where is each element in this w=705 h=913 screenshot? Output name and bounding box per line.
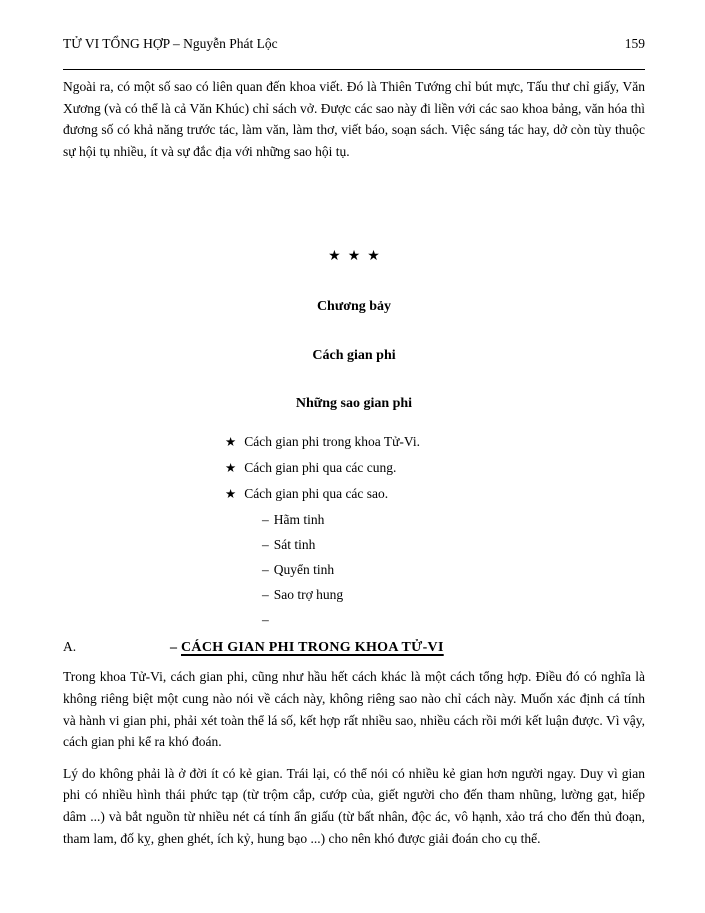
dash-bullet-icon: – <box>262 612 269 628</box>
list-item <box>225 460 645 476</box>
list-item <box>262 512 645 527</box>
dash-sublist <box>262 512 645 627</box>
stars-divider-icon: ★★★ <box>328 249 387 265</box>
star-bullet-icon: ★ <box>225 461 237 476</box>
list-item-label: Sao trợ hung <box>273 587 344 603</box>
header-rule <box>63 69 645 70</box>
section-label: A. <box>63 639 77 655</box>
list-item <box>225 486 645 502</box>
body-paragraph: Lý do không phải là ở đời ít có kẻ gian. Trái lại, có thể nói có nhiều kẻ gian hơn người ngay. Duy vì gian phi có nhiều hình thái phức tạp (từ trộm cắp, cướp của, giết người cho đến tham nhũng, lường gạt, hiếp dâm ...) và bắt nguồn từ nhiều nét cá tính ẩn giấu (từ bất nhân, độc ác, vô hạnh, xảo trá cho đến thủ đoạn, tham lam, đố kỵ, ghen ghét, ích kỷ, hung bạo ...) cho nên khó được giải đoán cho cụ thể. <box>63 765 645 846</box>
star-bullet-icon: ★ <box>225 435 237 450</box>
dash-bullet-icon: – <box>262 512 269 528</box>
list-item-label: Hãm tinh <box>273 512 325 528</box>
running-header <box>63 36 645 52</box>
list-item <box>262 587 645 602</box>
list-item-label: Quyển tinh <box>273 562 335 578</box>
heading-dash: – <box>170 640 177 656</box>
dash-bullet-icon: – <box>262 537 269 553</box>
book-title: TỬ VI TỔNG HỢP – Nguyễn Phát Lộc <box>63 36 278 51</box>
star-bullet-list <box>225 434 645 502</box>
list-item <box>262 537 645 552</box>
section-subtitle: Những sao gian phi <box>295 396 413 412</box>
page-number: 159 <box>624 36 645 51</box>
chapter-heading: Chương bảy <box>316 299 392 315</box>
list-item <box>262 612 645 627</box>
list-item-label: Sát tinh <box>273 537 316 553</box>
list-item-label: Cách gian phi qua các sao. <box>244 486 389 502</box>
dash-bullet-icon: – <box>262 562 269 578</box>
intro-paragraph: Ngoài ra, có một số sao có liên quan đến khoa viết. Đó là Thiên Tướng chỉ bút mực, Tấu thư chỉ giấy, Văn Xương (và có thể là cả Văn Khúc) chỉ sách vở. Được các sao này đi liền với các sao khoa bảng, văn hóa thì đương số có khả năng trước tác, làm văn, làm thơ, viết báo, soạn sách. Việc sáng tác hay, dở còn tùy thuộc sự hội tụ nhiều, ít và sự đắc địa với những sao hội tụ. <box>63 79 645 159</box>
body-paragraph: Trong khoa Tử-Vi, cách gian phi, cũng như hầu hết cách khác là một cách tổng hợp. Điều đó có nghĩa là không riêng biệt một cung nào nói về cách này, không riêng sao nào chỉ cách này. Muốn xác định cá tính và hành vi gian phi, phải xét toàn thể lá số, kết hợp rất nhiều sao, nhiều cách rồi mới kết luận được. Vì vậy, cách gian phi kể ra khó đoán. <box>63 669 645 750</box>
chapter-title: Cách gian phi <box>312 348 396 364</box>
dash-bullet-icon: – <box>262 587 269 603</box>
list-item-label: Cách gian phi trong khoa Tử-Vi. <box>244 434 420 450</box>
section-a-heading: CÁCH GIAN PHI TRONG KHOA TỬ-VI <box>181 640 444 656</box>
list-item-label: Cách gian phi qua các cung. <box>244 460 397 476</box>
section-a-heading-row <box>63 639 645 656</box>
list-item <box>225 434 645 450</box>
list-item <box>262 562 645 577</box>
star-bullet-icon: ★ <box>225 487 237 502</box>
